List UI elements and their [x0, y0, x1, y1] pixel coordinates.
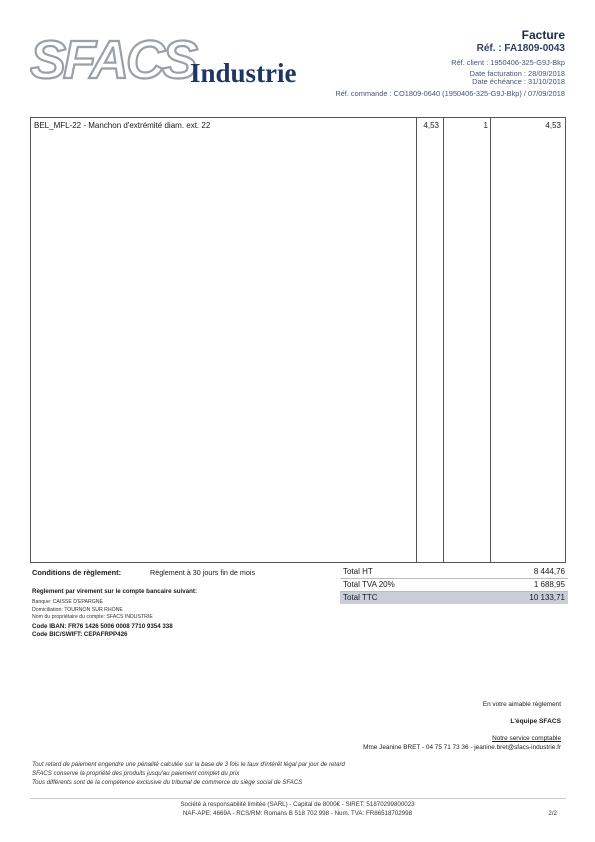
logo-main-text: SFACS [30, 32, 196, 88]
bank-transfer-title: Règlement par virement sur le compte bancaire suivant: [32, 588, 198, 595]
total-tva-label: Total TVA 20% [343, 580, 395, 589]
totals-table [340, 566, 568, 604]
item-description: BEL_MFL-22 - Manchon d'extrémité diam. ext. 22 [34, 121, 211, 130]
company-logo [30, 32, 320, 88]
column-divider [443, 118, 444, 562]
page-number: 2/2 [548, 810, 557, 817]
invoice-reference: Réf. : FA1809-0043 [476, 43, 565, 54]
legal-note: Tous différents sont de la compétence exclusive du tribunal de commerce du siège social de SFACS [32, 779, 303, 786]
account-owner: Nom du propriétaire du compte: SFACS INDUSTRIE [32, 614, 153, 620]
footer-company-info: Société à responsabilité limitée (SARL) - Capital de 8000€ - SIRET: 51870299800023 [180, 801, 415, 808]
line-items-table [30, 117, 566, 563]
total-ht-row [340, 566, 568, 579]
bank-name: Banque: CAISSE D'EPARGNE [32, 599, 103, 605]
invoice-date: Date facturation : 28/09/2018 [469, 69, 565, 78]
column-divider [490, 118, 491, 562]
item-quantity: 1 [483, 121, 488, 130]
signoff-contact: Mme Jeanine BRET - 04 75 71 73 36 - jeanine.bret@sfacs-industrie.fr [363, 744, 561, 751]
total-ttc-label: Total TTC [343, 593, 378, 602]
bic-code: Code BIC/SWIFT: CEPAFRPP426 [32, 631, 128, 638]
signoff-service: Notre service comptable [492, 735, 561, 742]
footer-registration-info: NAF-APE: 4669A - RCS/RM: Romans B 518 702 998 - Num. TVA: FR86518702998 [182, 810, 413, 817]
document-title: Facture [521, 28, 565, 42]
total-ht-value: 8 444,76 [533, 567, 565, 576]
legal-note: SFACS conserve la propriété des produits jusqu'au paiement complet du prix [32, 770, 240, 777]
iban-code: Code IBAN: FR76 1426 5006 0008 7710 9354 338 [32, 623, 173, 630]
footer-divider [30, 798, 566, 799]
legal-note: Tout retard de paiement engendre une pénalité calculée sur la base de 3 fois le taux d'intérêt légal par jour de retard [32, 761, 345, 768]
signoff-team: L'équipe SFACS [510, 718, 561, 725]
total-ttc-row [340, 592, 568, 604]
due-date: Date échéance : 31/10/2018 [472, 77, 565, 86]
item-total: 4,53 [545, 121, 561, 130]
bank-domiciliation: Domiciliation: TOURNON SUR RHONE [32, 607, 123, 613]
payment-conditions-label: Conditions de règlement: [32, 568, 122, 577]
item-unit-price: 4,53 [423, 121, 439, 130]
total-ttc-value: 10 133,71 [529, 593, 565, 602]
total-tva-row [340, 579, 568, 592]
total-ht-label: Total HT [343, 567, 373, 576]
column-divider [416, 118, 417, 562]
payment-conditions-value: Règlement à 30 jours fin de mois [150, 568, 256, 577]
order-reference: Réf. commande : CO1809-0640 (1950406-325-G9J-Bkp) / 07/09/2018 [335, 89, 565, 98]
total-tva-value: 1 688,95 [533, 580, 565, 589]
signoff-greeting: En votre aimable règlement [482, 701, 561, 708]
client-reference: Réf. client : 1950406-325-G9J-Bkp [451, 58, 565, 67]
logo-sub-text: Industrie [190, 58, 297, 88]
